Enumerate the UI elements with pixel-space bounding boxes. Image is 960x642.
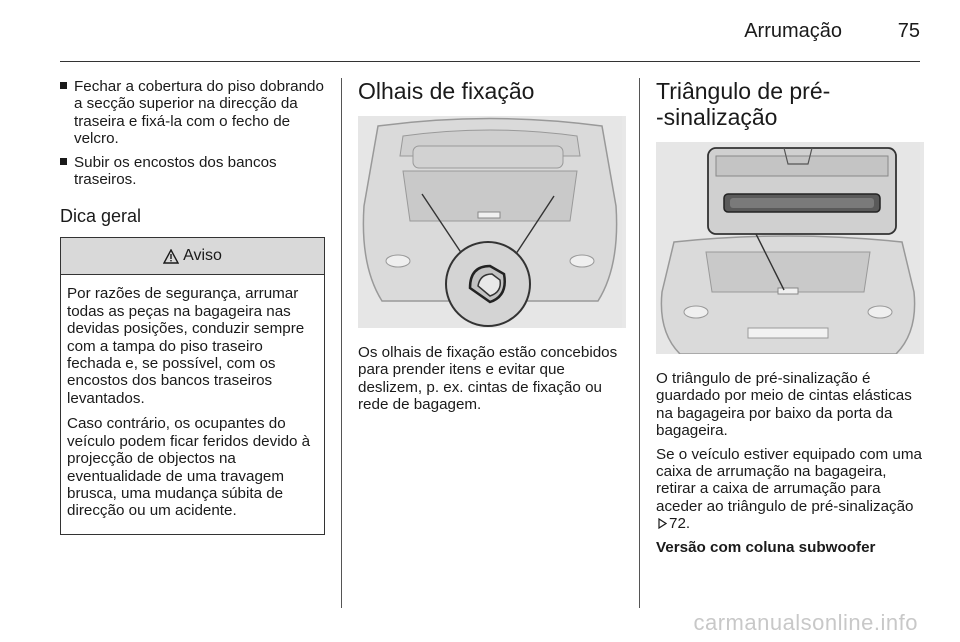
bullet-text: Subir os encostos dos bancos traseiros. bbox=[74, 153, 277, 189]
section-title-tie-down-eyes: Olhais de fixação bbox=[358, 78, 535, 104]
square-bullet-icon bbox=[60, 158, 67, 165]
column-1 bbox=[60, 78, 325, 535]
warning-box bbox=[60, 237, 325, 534]
column-divider-2 bbox=[639, 78, 640, 608]
subheading-general-tip: Dica geral bbox=[60, 206, 142, 227]
section-title-warning-triangle bbox=[656, 78, 924, 130]
title-line-1: Triângulo de pré- bbox=[656, 78, 831, 104]
column-3 bbox=[656, 78, 924, 562]
square-bullet-icon bbox=[60, 82, 67, 89]
tie-down-eyes-image bbox=[358, 116, 622, 328]
storage-box-instruction bbox=[656, 446, 924, 533]
subheading-subwoofer-version: Versão com coluna subwoofer bbox=[656, 538, 876, 556]
header-rule bbox=[60, 61, 920, 62]
bullet-item bbox=[60, 154, 325, 189]
storage-box-text: Se o veículo estiver equipado com uma caixa de arrumação na bagageira, retirar a caixa de arrumação para aceder ao triângulo de pré-sinalização bbox=[656, 445, 922, 515]
tie-down-eyes-illustration bbox=[358, 116, 626, 328]
page-header bbox=[60, 0, 920, 62]
title-line-2: -sinalização bbox=[656, 104, 778, 130]
warning-body bbox=[61, 275, 324, 533]
warning-triangle-icon bbox=[163, 249, 179, 264]
watermark: carmanualsonline.info bbox=[693, 610, 918, 635]
warning-triangle-description: O triângulo de pré-sinalização é guardado por meio de cintas elásticas na bagageira por baixo da porta da bagageira. bbox=[656, 370, 912, 440]
bullet-item bbox=[60, 78, 325, 148]
warning-header bbox=[61, 238, 324, 275]
bullet-list bbox=[60, 78, 325, 188]
page-number: 75 bbox=[897, 20, 920, 42]
tie-down-eyes-description: Os olhais de fixação estão concebidos para prender itens e evitar que deslizem, p. ex. cintas de fixação ou rede de bagagem. bbox=[358, 344, 618, 414]
warning-title: Aviso bbox=[183, 247, 222, 265]
page-reference-link[interactable]: 72. bbox=[669, 515, 691, 533]
warning-triangle-illustration bbox=[656, 142, 924, 354]
section-header-title: Arrumação bbox=[744, 20, 842, 42]
column-2 bbox=[358, 78, 626, 420]
column-divider-1 bbox=[341, 78, 342, 608]
bullet-text: Fechar a cobertura do piso dobrando a secção superior na direcção da traseira e fixá-la com o fecho de velcro. bbox=[74, 78, 324, 148]
warning-paragraph: Por razões de segurança, arrumar todas as peças na bagageira nas devidas posições, conduzir sempre com a tampa do piso traseiro fechada e, se possível, com os encostos dos bancos traseiros levantados. bbox=[67, 285, 305, 407]
page-reference-arrow-icon bbox=[658, 518, 667, 529]
warning-paragraph: Caso contrário, os ocupantes do veículo podem ficar feridos devido à projecção de objectos na eventualidade de uma travagem brusca, uma mudança súbita de direcção ou um acidente. bbox=[67, 415, 311, 520]
warning-triangle-stowage-image bbox=[656, 142, 920, 354]
